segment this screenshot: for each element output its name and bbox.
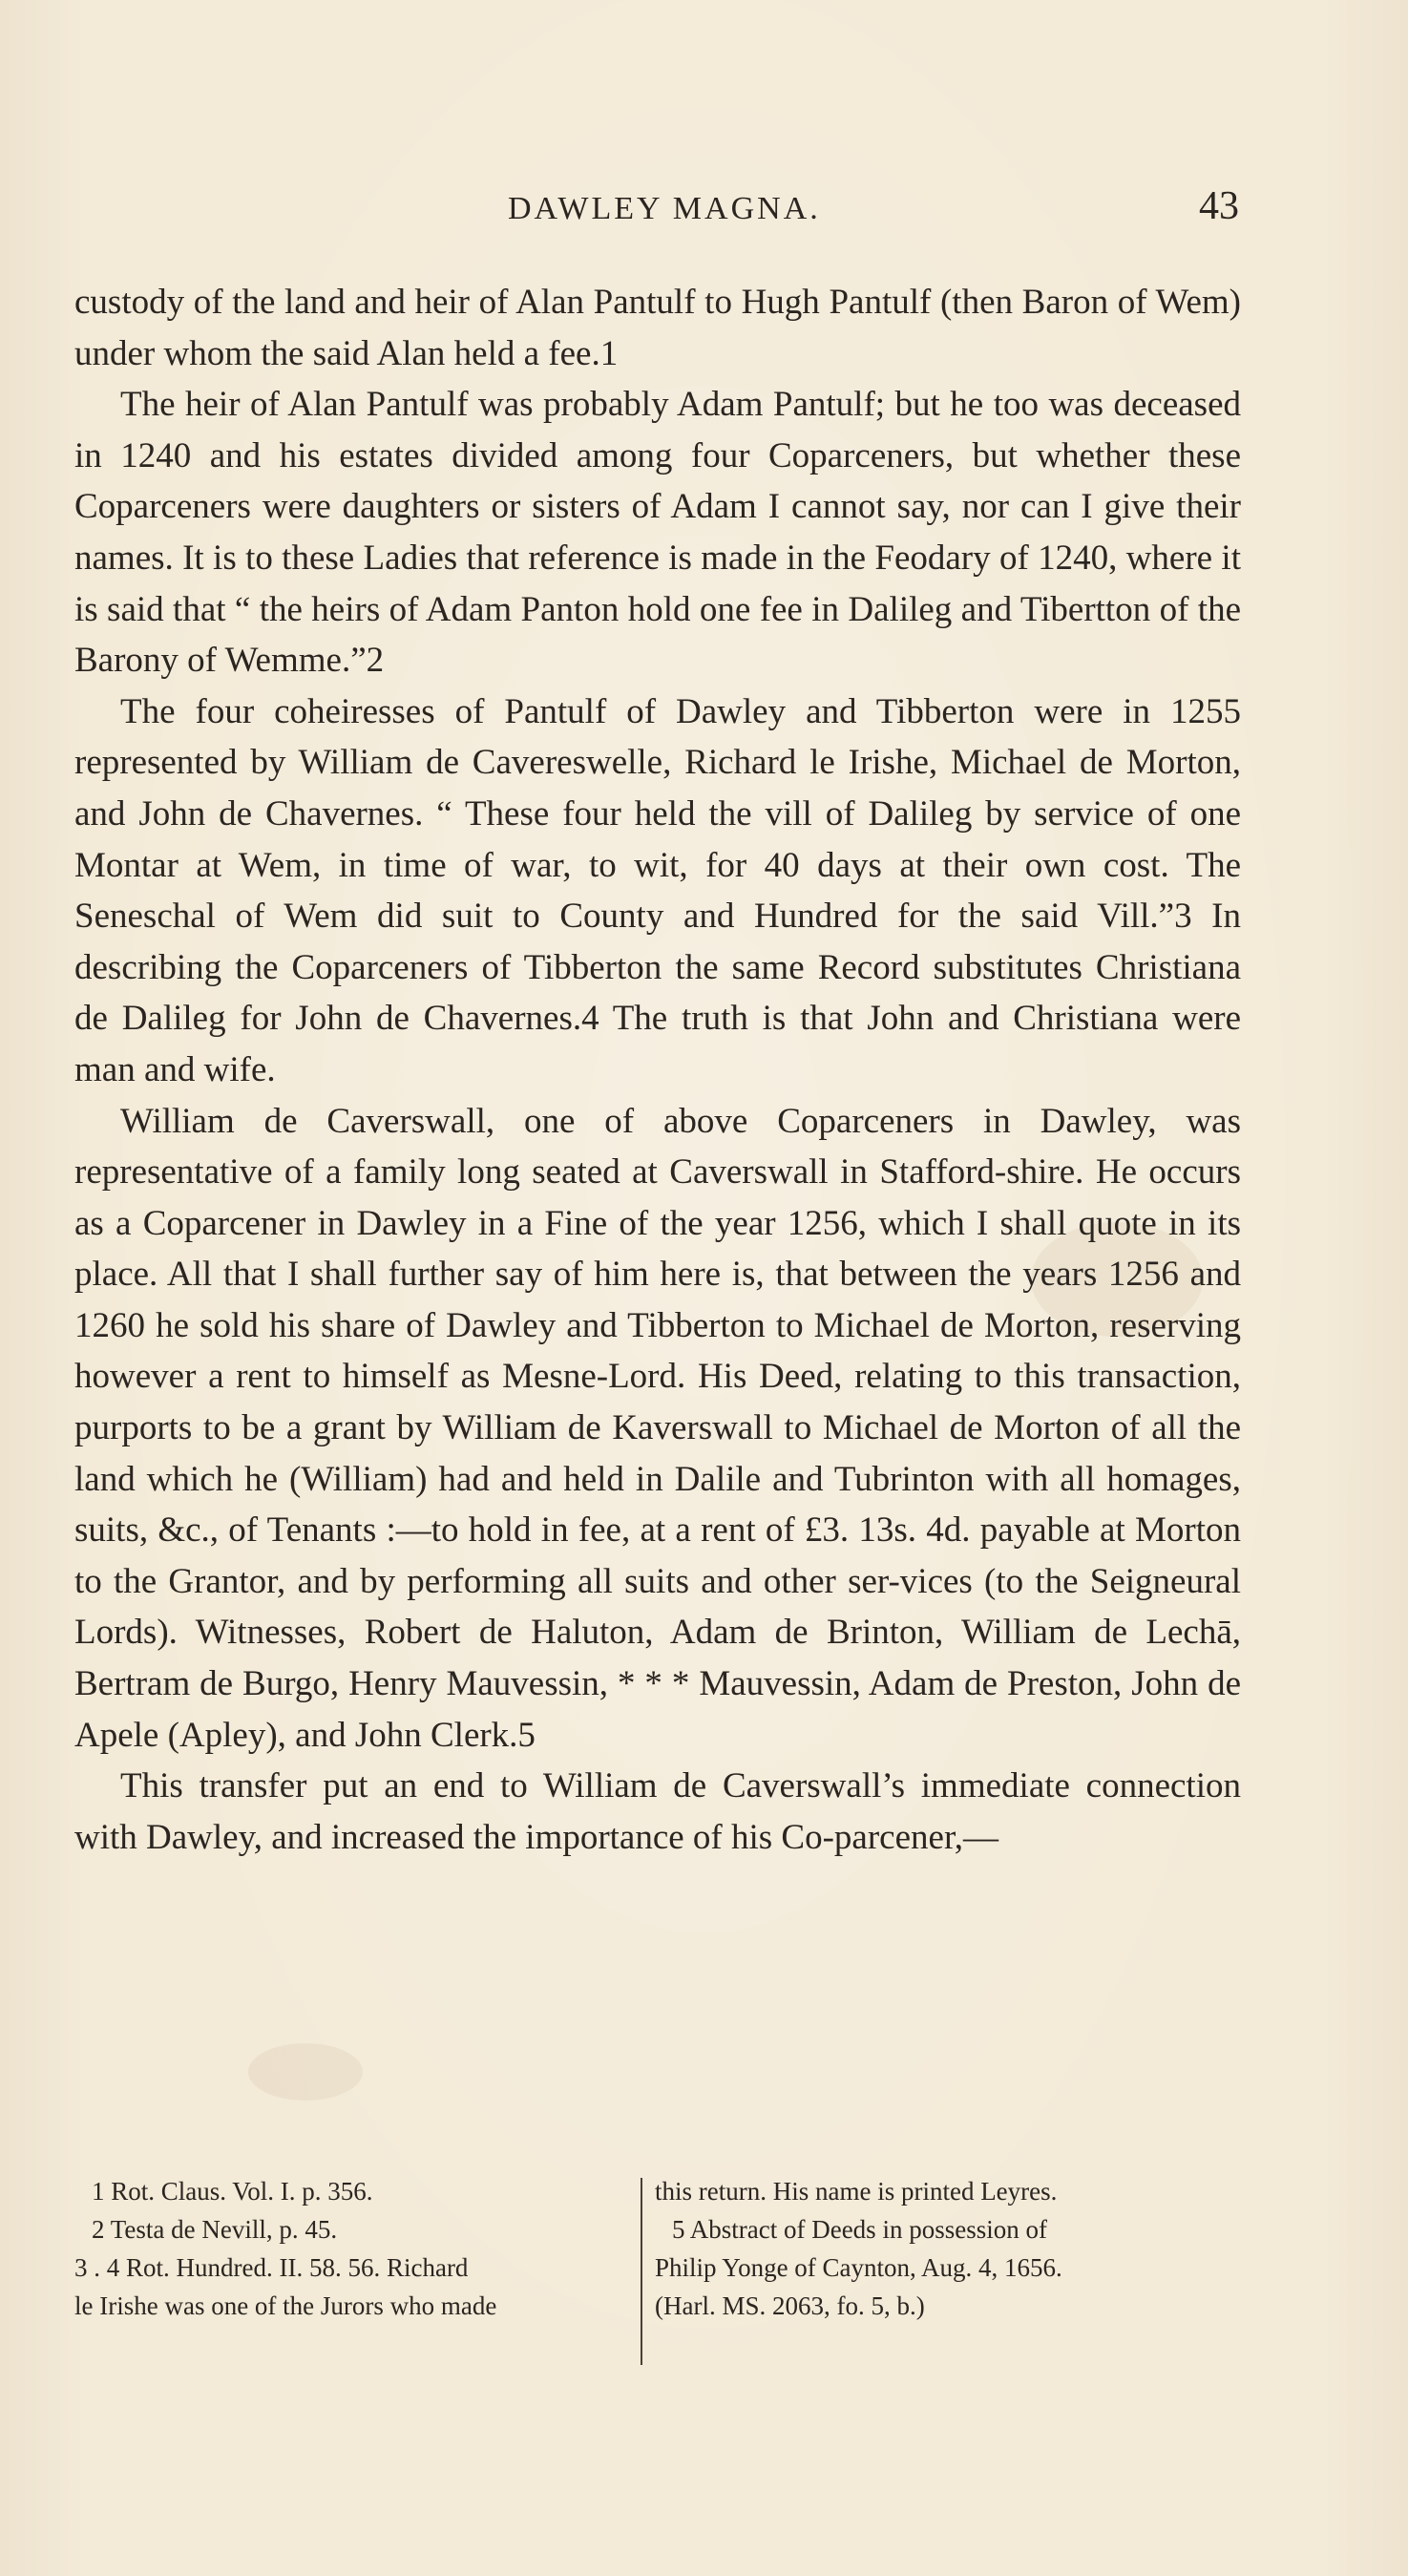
footnotes-right-column [655, 2172, 1239, 2325]
footnote-line: le Irishe was one of the Jurors who made [74, 2291, 497, 2320]
footnote-line: 1 Rot. Claus. Vol. I. p. 356. [92, 2177, 373, 2206]
page-number: 43 [1199, 184, 1239, 228]
paragraph: William de Caverswall, one of above Coparceners in Dawley, was representative of a family long seated at Caverswall in Stafford-shire. He occurs as a Coparcener in Dawley in a Fine of the year 1256, which I shall quote in its place. All that I shall further say of him here is, that between the years 1256 and 1260 he sold his share of Dawley and Tibberton to Michael de Morton, reserving however a rent to himself as Mesne-Lord. His Deed, relating to this transaction, purports to be a grant by William de Kaverswall to Michael de Morton of all the land which he (William) had and held in Dalile and Tubrinton with all homages, suits, &c., of Tenants :—to hold in fee, at a rent of £3. 13s. 4d. payable at Morton to the Grantor, and by performing all suits and other ser-vices (to the Seigneural Lords). Witnesses, Robert de Haluton, Adam de Brinton, William de Lechā, Bertram de Burgo, Henry Mauvessin, * * * Mauvessin, Adam de Preston, John de Apele (Apley), and John Clerk.5 [74, 1101, 1241, 1755]
footnote-line: Philip Yonge of Caynton, Aug. 4, 1656. [655, 2253, 1062, 2282]
footnote-line: (Harl. MS. 2063, fo. 5, b.) [655, 2291, 925, 2320]
footnote-line: 5 Abstract of Deeds in possession of [672, 2215, 1047, 2244]
footnotes [74, 2172, 1241, 2373]
footnote-column-divider [641, 2178, 642, 2365]
paragraph: The four coheiresses of Pantulf of Dawley and Tibberton were in 1255 represented by William de Cavereswelle, Richard le Irishe, Michael de Morton, and John de Chavernes. “ These four held the vill of Dalileg by service of one Montar at Wem, in time of war, to wit, for 40 days at their own cost. The Seneschal of Wem did suit to County and Hundred for the said Vill.”3 In describing the Coparceners of Tibberton the same Record substitutes Christiana de Dalileg for John de Chavernes.4 The truth is that John and Christiana were man and wife. [74, 691, 1241, 1089]
footnote-line: this return. His name is printed Leyres. [655, 2177, 1058, 2206]
footnote-line: 3 . 4 Rot. Hundred. II. 58. 56. Richard [74, 2253, 469, 2282]
paragraph: This transfer put an end to William de Caverswall’s immediate connection with Dawley, and increased the importance of his Co-parcener,— [74, 1766, 1241, 1857]
footnotes-left-column [74, 2172, 633, 2325]
running-title: DAWLEY MAGNA. [508, 191, 821, 226]
paragraph: The heir of Alan Pantulf was probably Adam Pantulf; but he too was deceased in 1240 and his estates divided among four Coparceners, but whether these Coparceners were daughters or sisters of Adam I cannot say, nor can I give their names. It is to these Ladies that reference is made in the Feodary of 1240, where it is said that “ the heirs of Adam Panton hold one fee in Dalileg and Tibertton of the Barony of Wemme.”2 [74, 385, 1241, 681]
paragraph: custody of the land and heir of Alan Pantulf to Hugh Pantulf (then Baron of Wem) under whom the said Alan held a fee.1 [74, 283, 1241, 373]
running-head [74, 183, 1239, 241]
main-text [74, 277, 1241, 1863]
paper-stain [248, 2043, 363, 2101]
footnote-line: 2 Testa de Nevill, p. 45. [92, 2215, 338, 2244]
